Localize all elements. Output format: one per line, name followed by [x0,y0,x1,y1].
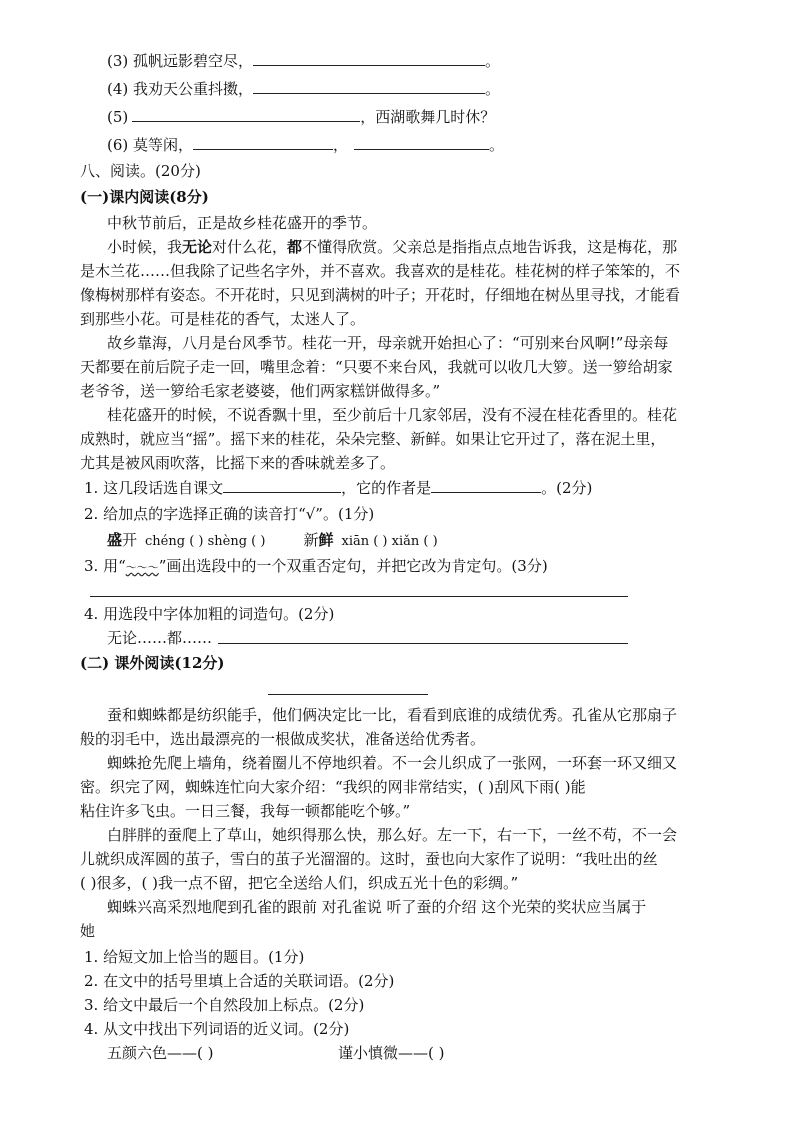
question-2-1: 1. 给短文加上恰当的题目。(1分) [84,948,305,966]
xian-options[interactable]: xiān ( ) xiǎn ( ) [341,534,438,549]
poem-6-comma: ， [333,136,349,154]
poem-3-text: (3) 孤帆远影碧空尽， [107,52,254,70]
p2-text-a: 小时候，我 [107,238,183,256]
poem-6-text: (6) 莫等闲， [107,136,194,154]
s-p1-line-1: 蚕和蜘蛛都是纺织能手，他们俩决定比一比，看看到底谁的成绩优秀。孔雀从它那扇子 [107,706,678,724]
p3-line-3: 老爷爷，送一箩给毛家老婆婆，他们两家糕饼做得多。” [80,382,441,400]
q1-end: 。(2分) [541,479,593,497]
q3-text-b: ”画出选段中的一个双重否定句，并把它改为肯定句。(3分) [158,557,548,575]
s-p3-line-1: 白胖胖的蚕爬上了草山，她织得那么快，那么好。左一下，右一下，一丝不苟，不一会 [107,826,678,844]
q4-sentence-prompt: 无论……都…… [107,629,213,647]
poem-5-text: ，西湖歌舞几时休？ [360,108,496,126]
p2-line-3: 像梅树那样有姿态。不开花时，只见到满树的叶子；开花时，仔细地在树丛里寻找，才能看 [80,286,681,304]
author-blank[interactable] [431,478,541,493]
s-p2-line-3: 粘住许多飞虫。一日三餐，我每一顿都能吃个够。” [80,802,411,820]
s-p2-line-2: 密。织完了网，蜘蛛连忙向大家介绍：“我织的网非常结实，( )刮风下雨( )能 [80,778,586,796]
answer-line-q4[interactable] [218,643,628,644]
question-1-1 [84,477,592,499]
poem-4-end: 。 [485,80,501,98]
s-p3-line-2: 儿就织成浑圆的茧子，雪白的茧子光溜溜的。这时，蚕也向大家作了说明：“我吐出的丝 [80,850,658,868]
wavy-line-mark: ～～～ [125,561,159,574]
question-1-3 [84,555,548,579]
s-p1-line-2: 般的羽毛中，选出最漂亮的一根做成奖状，准备送给优秀者。 [80,730,486,748]
question-2-4: 4. 从文中找出下列词语的近义词。(2分) [84,1020,350,1038]
q1-mid-text: ，它的作者是 [341,479,432,497]
poem-line-4 [107,78,500,100]
s-p4-line-2: 她 [80,922,96,940]
question-1-4: 4. 用选段中字体加粗的词造句。(2分) [84,605,335,623]
pinyin-options [107,529,438,553]
p2-text-c: 不懂得欣赏。父亲总是指指点点地告诉我，这是梅花，那 [302,238,678,256]
question-1-2: 2. 给加点的字选择正确的读音打“√”。(1分) [84,505,375,523]
p3-line-1: 故乡靠海，八月是台风季节。桂花一开，母亲就开始担心了：“可别来台风啊!”母亲每 [107,334,669,352]
p2-line-4: 到那些小花。可是桂花的香气，太迷人了。 [80,310,366,328]
bold-word-dou: 都 [287,238,303,256]
lesson-title-blank[interactable] [223,478,341,493]
p4-line-2: 成熟时，就应当“摇”。摇下来的桂花，朵朵完整、新鲜。如果让它开过了，落在泥土里， [80,430,666,448]
answer-line-q3[interactable] [90,596,628,597]
poem-5-num: (5) [107,108,129,126]
p4-line-1: 桂花盛开的时候，不说香飘十里，至少前后十几家邻居，没有不浸在桂花香里的。桂花 [107,406,678,424]
sheng-options[interactable]: chéng ( ) shèng ( ) [145,534,266,549]
poem-5-blank[interactable] [132,107,360,122]
p2-text-b: 对什么花， [212,238,288,256]
q3-text-a: 3. 用“ [84,557,126,575]
story-title-blank[interactable] [268,694,428,695]
s-p4-line-1: 蜘蛛兴高采烈地爬到孔雀的跟前 对孔雀说 听了蚕的介绍 这个光荣的奖状应当属于 [107,898,647,916]
bold-word-wulun: 无论 [182,238,213,256]
p4-line-3: 尤其是被风雨吹落，比摇下来的香味就差多了。 [80,454,396,472]
char-xin: 新 [303,531,319,549]
part-1-title: (一)课内阅读(8分) [80,188,209,206]
section-8-title: 八、阅读。(20分) [80,162,201,180]
p1-line: 中秋节前后，正是故乡桂花盛开的季节。 [107,214,378,232]
poem-6-end: 。 [489,136,505,154]
poem-4-blank[interactable] [253,79,485,94]
poem-6-blank-2[interactable] [354,135,489,150]
p2-line-2: 是木兰花……但我除了记些名字外，并不喜欢。我喜欢的是桂花。桂花树的样子笨笨的，不 [80,262,681,280]
synonym-jinxiaoshenwei[interactable]: 谨小慎微——( ) [338,1044,445,1062]
synonym-wuyanliuse[interactable]: 五颜六色——( ) [107,1044,214,1062]
poem-6-blank-1[interactable] [193,135,333,150]
poem-line-5 [107,106,495,128]
poem-4-text: (4) 我劝天公重抖擞， [107,80,254,98]
part-2-title: (二) 课外阅读(12分) [80,654,225,672]
poem-3-end: 。 [485,52,501,70]
dotted-char-sheng: 盛 [107,531,123,549]
poem-line-6 [107,134,504,156]
s-p3-line-3: ( )很多，( )我一点不留，把它全送给人们，织成五光十色的彩绸。” [80,874,519,892]
question-2-3: 3. 给文中最后一个自然段加上标点。(2分) [84,996,365,1014]
p2-line-1 [107,236,677,258]
dotted-char-xian: 鲜 [318,531,334,549]
p3-line-2: 天都要在前后院子走一回，嘴里念着：“只要不来台风，我就可以收几大箩。送一箩给胡家 [80,358,673,376]
poem-line-3 [107,50,500,72]
poem-3-blank[interactable] [253,51,485,66]
s-p2-line-1: 蜘蛛抢先爬上墙角，绕着圈儿不停地织着。不一会儿织成了一张网，一环套一环又细又 [107,754,678,772]
question-2-2: 2. 在文中的括号里填上合适的关联词语。(2分) [84,972,395,990]
q1-text: 1. 这几段话选自课文 [84,479,224,497]
char-kai: 开 [122,531,138,549]
